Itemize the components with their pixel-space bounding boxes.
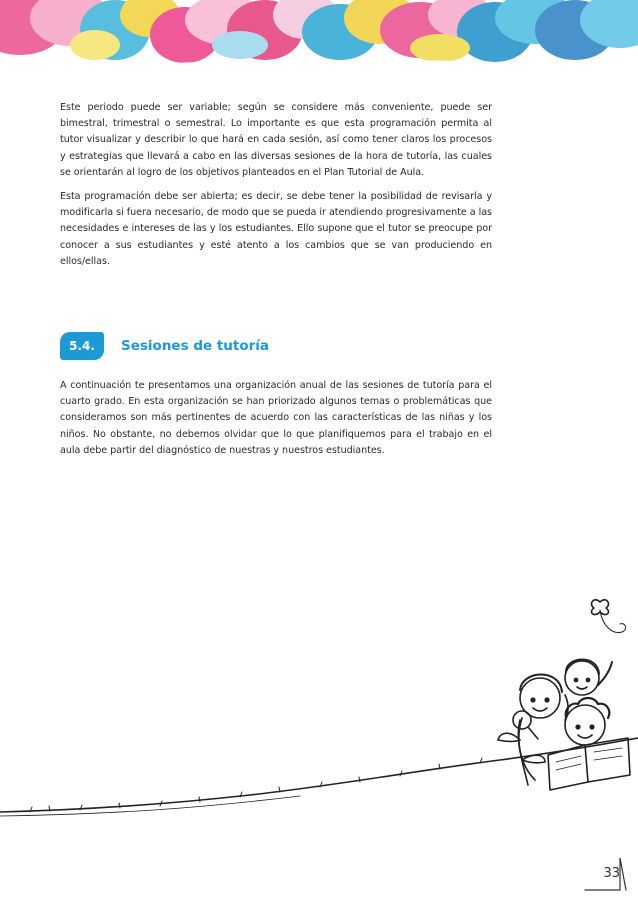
watercolor-banner xyxy=(0,0,638,80)
section-body xyxy=(60,378,492,467)
children-reading-illustration xyxy=(0,590,638,903)
section-number-badge: 5.4. xyxy=(60,332,104,360)
paragraph-2: Esta programación debe ser abierta; es decir, se debe tener la posibilidad de revisarla y modificarla si fuera necesario, de modo que se pueda ir atendiendo progresivamente a las necesidades e intereses de las y los estudiantes. Ello supone que el tutor se preocupe por conocer a sus estudiantes y esté atento a los cambios que se van produciendo en ellos/ellas. xyxy=(60,191,492,267)
page-number: 33 xyxy=(603,866,620,881)
intro-text xyxy=(60,100,492,278)
section-title: Sesiones de tutoría xyxy=(121,338,270,354)
section-heading xyxy=(60,332,269,360)
section-paragraph: A continuación te presentamos una organización anual de las sesiones de tutoría para el cuarto grado. En esta organización se han priorizado algunos temas o problemáticas que consideramos son más pertinentes de acuerdo con las características de las niñas y los niños. No obstante, no debemos olvidar que lo que planifiquemos para el trabajo en el aula debe partir del diagnóstico de nuestras y nuestros estudiantes. xyxy=(60,380,492,456)
paragraph-1: Este periodo puede ser variable; según se considere más conveniente, puede ser bimestral, trimestral o semestral. Lo importante es que esta programación permita al tutor visualizar y describir lo que hará en cada sesión, así como tener claros los procesos y estrategias que llevará a cabo en las diversas sesiones de la hora de tutoría, las cuales se orientarán al logro de los objetivos planteados en el Plan Tutorial de Aula. xyxy=(60,102,492,178)
